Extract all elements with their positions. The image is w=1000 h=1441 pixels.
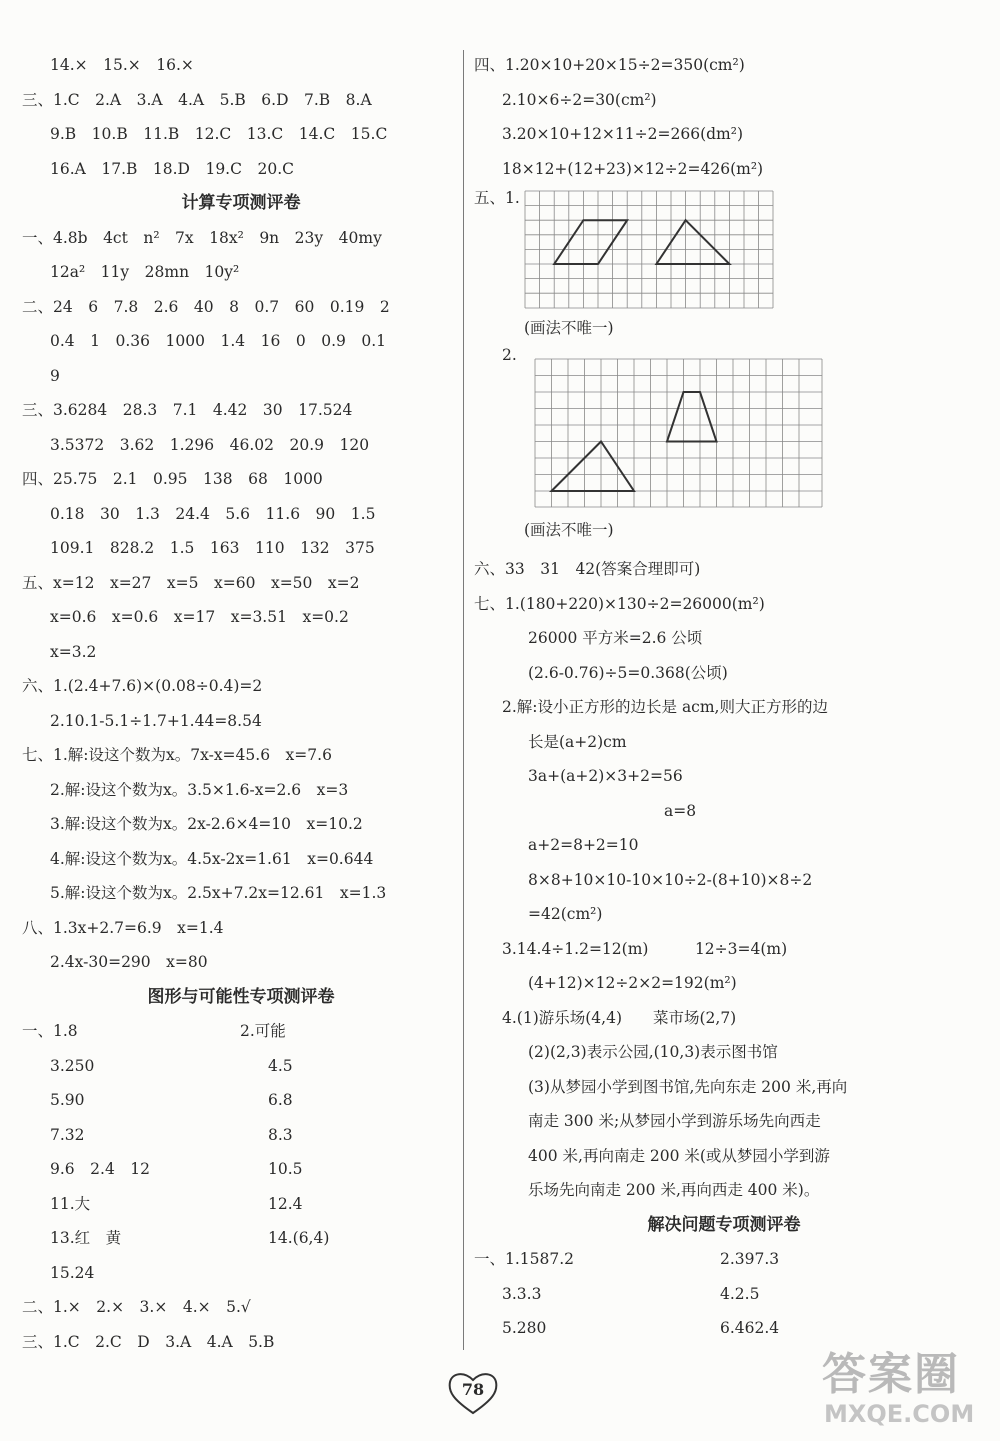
answer-line: 8×8+10×10-10×10÷2-(8+10)×8÷2 — [528, 870, 813, 889]
answer-line: x=3.2 — [50, 642, 97, 661]
section-heading-solve: 解决问题专项测评卷 — [647, 1214, 801, 1235]
grid-figure-1-note: (画法不唯一) — [524, 319, 614, 337]
answer-line: 0.4 1 0.36 1000 1.4 16 0 0.9 0.1 — [50, 332, 387, 350]
answer-cell: 2.397.3 — [720, 1250, 780, 1268]
grid-figure-2-svg — [534, 358, 824, 508]
answer-line: (2.6-0.76)÷5=0.368(公顷) — [528, 663, 728, 682]
answer-line: 400 米,再向南走 200 米(或从梦园小学到游 — [528, 1146, 830, 1165]
answer-line: 长是(a+2)cm — [528, 732, 627, 751]
answer-line: 四、25.75 2.1 0.95 138 68 1000 — [22, 470, 323, 488]
answer-line: 4.解:设这个数为x。4.5x-2x=1.61 x=0.644 — [50, 849, 374, 868]
answer-line: 12a² 11y 28mn 10y² — [50, 263, 240, 281]
answer-line: 3.5372 3.62 1.296 46.02 20.9 120 — [50, 435, 370, 454]
section-heading-shape: 图形与可能性专项测评卷 — [147, 986, 335, 1007]
answer-cell: 5.90 — [50, 1091, 85, 1109]
section-heading-calc: 计算专项测评卷 — [181, 193, 301, 213]
answer-cell: 11.大 — [50, 1194, 91, 1213]
answer-cell: 2.可能 — [240, 1022, 286, 1040]
answer-cell: 4.5 — [268, 1056, 293, 1075]
answer-cell: 12.4 — [268, 1194, 303, 1213]
answer-cell: 10.5 — [268, 1160, 303, 1178]
page-number: 78 — [461, 1380, 485, 1399]
answer-line: 2.解:设小正方形的边长是 acm,则大正方形的边 — [502, 698, 828, 716]
answer-line: 七、1.(180+220)×130÷2=26000(m²) — [474, 594, 765, 613]
answer-cell: 一、1.8 — [22, 1022, 78, 1040]
answer-cell: 9.6 2.4 12 — [50, 1160, 151, 1178]
answer-line: 南走 300 米;从梦园小学到游乐场先向西走 — [528, 1112, 821, 1130]
triangle-shape — [552, 442, 635, 492]
watermark — [822, 1338, 994, 1436]
answer-line: 9 — [50, 366, 60, 385]
answer-line: 三、1.C 2.A 3.A 4.A 5.B 6.D 7.B 8.A — [22, 90, 372, 109]
grid-figure-2-note: (画法不唯一) — [524, 521, 614, 539]
answer-line: 三、3.6284 28.3 7.1 4.42 30 17.524 — [22, 401, 353, 419]
answer-cell: 8.3 — [268, 1125, 293, 1144]
answer-pair — [22, 1014, 460, 1049]
answer-line: 5.解:设这个数为x。2.5x+7.2x=12.61 x=1.3 — [50, 884, 387, 902]
answer-line: 0.18 30 1.3 24.4 5.6 11.6 90 1.5 — [50, 504, 376, 523]
answer-pair — [22, 1118, 460, 1153]
answer-cell: 4.2.5 — [720, 1284, 760, 1303]
answer-line: 一、4.8b 4ct n² 7x 18x² 9n 23y 40my — [22, 228, 382, 247]
answer-cell: 一、1.1587.2 — [474, 1250, 575, 1268]
watermark-url: MXQE.COM — [824, 1400, 975, 1428]
answer-line: 八、1.3x+2.7=6.9 x=1.4 — [22, 918, 224, 937]
answer-line: (4+12)×12÷2×2=192(m²) — [528, 974, 737, 992]
answer-line: 26000 平方米=2.6 公顷 — [528, 629, 703, 647]
answer-cell: 14.(6,4) — [268, 1229, 330, 1247]
answer-line: 15.24 — [50, 1263, 95, 1282]
answer-cell: 3.250 — [50, 1056, 95, 1075]
page-number-badge — [446, 1370, 500, 1416]
answer-line: 3.14.4÷1.2=12(m) 12÷3=4(m) — [502, 939, 788, 958]
answer-line: 七、1.解:设这个数为x。7x-x=45.6 x=7.6 — [22, 746, 332, 764]
answer-line: a=8 — [664, 801, 697, 820]
answer-line: 六、33 31 42(答案合理即可) — [474, 560, 701, 578]
answer-line: 2.10×6÷2=30(cm²) — [502, 90, 657, 109]
answer-line: 六、1.(2.4+7.6)×(0.08÷0.4)=2 — [22, 677, 263, 695]
answer-line: 3a+(a+2)×3+2=56 — [528, 767, 683, 785]
answer-cell: 3.3.3 — [502, 1284, 542, 1303]
answer-line: 五、x=12 x=27 x=5 x=60 x=50 x=2 — [22, 573, 360, 592]
watermark-logo: 答案圈 — [822, 1349, 960, 1400]
right-column — [474, 48, 974, 1346]
parallelogram-shape — [554, 220, 627, 264]
answer-cell: 6.462.4 — [720, 1319, 780, 1337]
answer-line: 9.B 10.B 11.B 12.C 13.C 14.C 15.C — [50, 125, 388, 143]
left-column — [22, 48, 460, 1359]
grid-figure-1-label: 五、1. — [474, 189, 520, 207]
answer-line: 四、1.20×10+20×15÷2=350(cm²) — [474, 56, 745, 74]
answer-line: 二、1.× 2.× 3.× 4.× 5.√ — [22, 1298, 251, 1316]
answer-line: =42(cm²) — [528, 905, 603, 923]
grid-figure-1 — [474, 186, 974, 346]
answer-line: 3.20×10+12×11÷2=266(dm²) — [502, 125, 743, 143]
answer-line: 109.1 828.2 1.5 163 110 132 375 — [50, 539, 375, 557]
answer-pair — [474, 1242, 974, 1277]
answer-line: 3.解:设这个数为x。2x-2.6×4=10 x=10.2 — [50, 815, 363, 833]
answer-cell: 6.8 — [268, 1091, 293, 1109]
answer-cell: 13.红 黄 — [50, 1229, 122, 1247]
answer-line: 18×12+(12+23)×12÷2=426(m²) — [502, 159, 764, 178]
grid-lines — [535, 359, 822, 507]
answer-pair — [22, 1221, 460, 1256]
answer-line: 2.4x-30=290 x=80 — [50, 953, 208, 971]
answer-line: a+2=8+2=10 — [528, 836, 639, 854]
answer-line: 二、24 6 7.8 2.6 40 8 0.7 60 0.19 2 — [22, 297, 390, 316]
answer-line: (2)(2,3)表示公园,(10,3)表示图书馆 — [528, 1043, 778, 1061]
answer-pair — [22, 1152, 460, 1187]
triangle-shape — [656, 220, 729, 264]
answer-line: 14.× 15.× 16.× — [50, 56, 194, 74]
answer-line: 2.10.1-5.1÷1.7+1.44=8.54 — [50, 711, 262, 730]
answer-line: 16.A 17.B 18.D 19.C 20.C — [50, 159, 294, 178]
answer-line: (3)从梦园小学到图书馆,先向东走 200 米,再向 — [528, 1077, 848, 1096]
answer-line: 三、1.C 2.C D 3.A 4.A 5.B — [22, 1332, 275, 1351]
answer-pair — [22, 1187, 460, 1222]
answer-line: 2.解:设这个数为x。3.5×1.6-x=2.6 x=3 — [50, 780, 349, 799]
grid-figure-2 — [474, 346, 974, 552]
grid-figure-1-svg — [524, 190, 774, 310]
answer-pair — [22, 1083, 460, 1118]
grid-figure-2-label: 2. — [502, 346, 517, 364]
trapezoid-shape — [667, 392, 717, 442]
answer-line: 4.(1)游乐场(4,4) 菜市场(2,7) — [502, 1008, 737, 1027]
answer-pair — [474, 1277, 974, 1312]
answer-pair — [22, 1049, 460, 1084]
answer-line: x=0.6 x=0.6 x=17 x=3.51 x=0.2 — [50, 608, 349, 626]
answer-cell: 7.32 — [50, 1125, 85, 1144]
grid-lines — [525, 191, 773, 308]
answer-line: 乐场先向南走 200 米,再向西走 400 米)。 — [528, 1181, 820, 1199]
column-divider — [463, 50, 464, 1350]
answer-cell: 5.280 — [502, 1319, 547, 1337]
